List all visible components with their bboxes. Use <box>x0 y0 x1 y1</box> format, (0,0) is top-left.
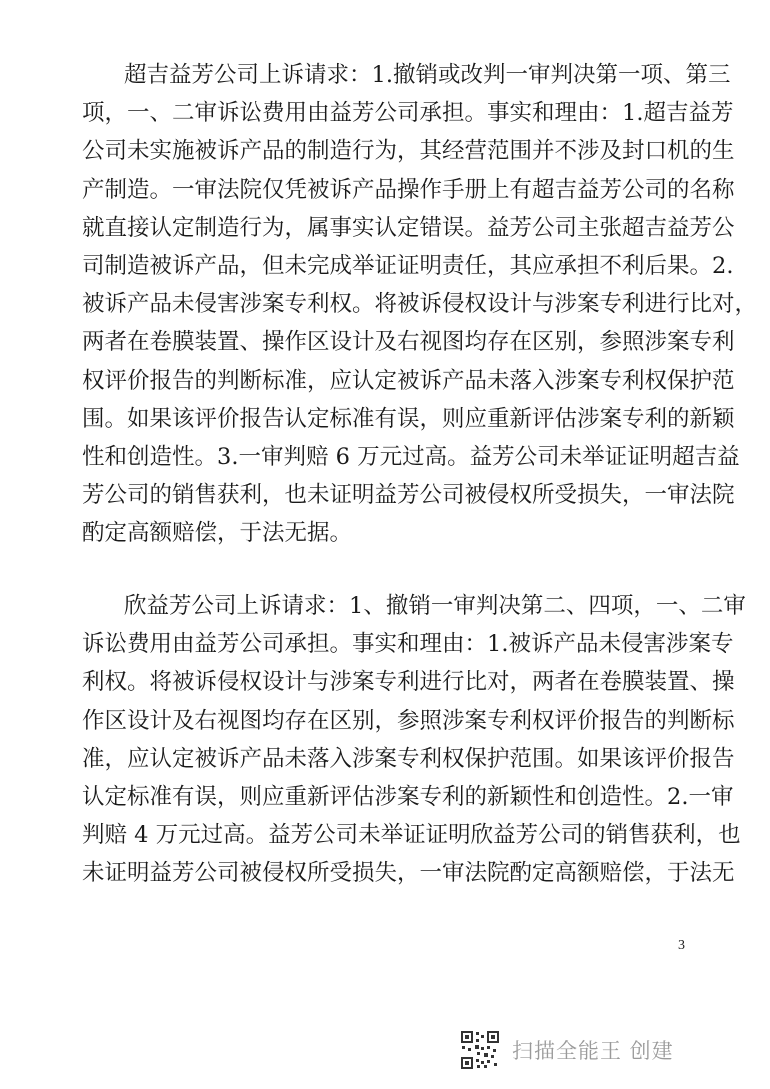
text-line: 产制造。一审法院仅凭被诉产品操作手册上有超吉益芳公司的名称 <box>82 176 735 203</box>
text-line: 两者在卷膜装置、操作区设计及右视图均存在区别，参照涉案专利 <box>82 329 735 356</box>
text-line: 未证明益芳公司被侵权所受损失，一审法院酌定高额赔偿，于法无 <box>82 860 735 887</box>
text-line: 诉讼费用由益芳公司承担。事实和理由：1.被诉产品未侵害涉案专 <box>82 631 734 658</box>
text-line: 项，一、二审诉讼费用由益芳公司承担。事实和理由：1.超吉益芳 <box>82 100 734 127</box>
text-line: 判赔 4 万元过高。益芳公司未举证证明欣益芳公司的销售获利，也 <box>82 822 741 849</box>
text-line: 权评价报告的判断标准，应认定被诉产品未落入涉案专利权保护范 <box>82 367 735 394</box>
text-line: 认定标准有误，则应重新评估涉案专利的新颖性和创造性。2.一审 <box>82 784 734 810</box>
text-line: 准，应认定被诉产品未落入涉案专利权保护范围。如果该评价报告 <box>82 745 735 772</box>
text-line: 超吉益芳公司上诉请求：1.撤销或改判一审判决第一项、第三 <box>124 62 731 88</box>
text-line: 欣益芳公司上诉请求：1、撤销一审判决第二、四项，一、二审 <box>124 593 746 619</box>
qr-code-icon <box>460 1030 500 1070</box>
page-number: 3 <box>678 938 685 953</box>
text-line: 利权。将被诉侵权设计与涉案专利进行比对，两者在卷膜装置、操 <box>82 669 735 696</box>
text-line: 被诉产品未侵害涉案专利权。将被诉侵权设计与涉案专利进行比对， <box>82 291 758 318</box>
text-line: 就直接认定制造行为，属事实认定错误。益芳公司主张超吉益芳公 <box>82 214 735 241</box>
text-line: 围。如果该评价报告认定标准有误，则应重新评估涉案专利的新颖 <box>82 405 735 432</box>
text-line: 公司未实施被诉产品的制造行为，其经营范围并不涉及封口机的生 <box>82 138 735 165</box>
text-line: 性和创造性。3.一审判赔 6 万元过高。益芳公司未举证证明超吉益 <box>82 444 740 470</box>
scanner-watermark <box>460 1028 760 1072</box>
text-line: 作区设计及右视图均存在区别，参照涉案专利权评价报告的判断标 <box>82 707 735 734</box>
watermark-text: 扫描全能王 创建 <box>512 1039 674 1063</box>
text-line: 酌定高额赔偿，于法无据。 <box>82 520 353 547</box>
text-line: 司制造被诉产品，但未完成举证证明责任，其应承担不利后果。2. <box>82 253 734 279</box>
text-line: 芳公司的销售获利，也未证明益芳公司被侵权所受损失，一审法院 <box>82 482 735 509</box>
